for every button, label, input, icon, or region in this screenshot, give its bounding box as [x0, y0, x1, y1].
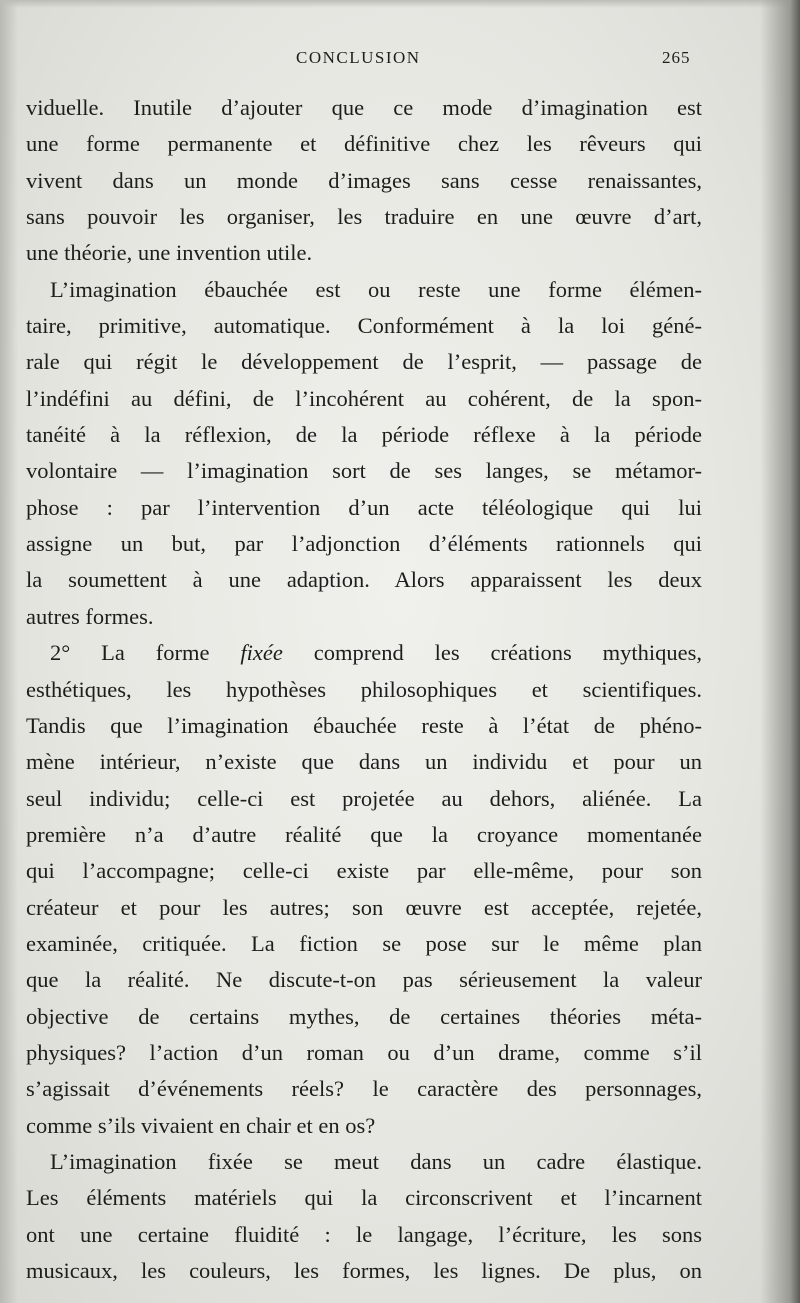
page-number: 265: [662, 48, 691, 67]
body-text: [26, 90, 702, 1289]
running-head: [0, 48, 800, 72]
paragraph-first-line: L’imagination fixée se meut dans un cadre élastique.: [50, 1148, 702, 1174]
running-title: CONCLUSION: [296, 48, 421, 67]
text-line: première n’a d’autre réalité que la croyance momentanée: [26, 821, 702, 847]
text-line: s’agissait d’événements réels? le caractère des personnages,: [26, 1076, 702, 1102]
text-line: viduelle. Inutile d’ajouter que ce mode d’imagination est: [26, 95, 702, 120]
page-top-edge: [0, 0, 800, 8]
paragraph-first-line: L’imagination ébauchée est ou reste une forme élémen-: [50, 276, 702, 302]
text-line: Les éléments matériels qui la circonscrivent et l’incarnent: [26, 1185, 702, 1211]
text-line: taire, primitive, automatique. Conformément à la loi géné-: [26, 313, 702, 339]
text-line: musicaux, les couleurs, les formes, les lignes. De plus, on: [26, 1258, 702, 1283]
text-line: objective de certains mythes, de certaines théories méta-: [26, 1003, 702, 1029]
text-line: sans pouvoir les organiser, les traduire en une œuvre d’art,: [26, 204, 702, 230]
text-line: esthétiques, les hypothèses philosophiques et scientifiques.: [26, 676, 702, 702]
text-line: vivent dans un monde d’images sans cesse renaissantes,: [26, 167, 702, 193]
text-line: rale qui régit le développement de l’esprit, — passage de: [26, 349, 702, 375]
text-line: assigne un but, par l’adjonction d’éléments rationnels qui: [26, 531, 702, 557]
text-line: examinée, critiquée. La fiction se pose sur le même plan: [26, 930, 702, 956]
text-segment: comprend les créations mythiques,: [282, 640, 702, 666]
text-line: Tandis que l’imagination ébauchée reste à l’état de phéno-: [26, 712, 702, 738]
text-segment: 2° La forme: [50, 640, 241, 666]
italic-term: fixée: [240, 640, 283, 666]
page-gutter-shadow: [760, 0, 800, 1303]
text-line: phose : par l’intervention d’un acte téléologique qui lui: [26, 494, 702, 520]
text-line: tanéité à la réflexion, de la période réflexe à la période: [26, 422, 702, 448]
paragraph-first-line: [26, 635, 702, 671]
text-line: une théorie, une invention utile.: [26, 240, 313, 266]
text-line: mène intérieur, n’existe que dans un individu et pour un: [26, 749, 702, 775]
text-line: seul individu; celle-ci est projetée au dehors, aliénée. La: [26, 785, 702, 811]
text-line: l’indéfini au défini, de l’incohérent au cohérent, de la spon-: [26, 385, 702, 411]
text-line: ont une certaine fluidité : le langage, l’écriture, les sons: [26, 1221, 702, 1247]
text-line: physiques? l’action d’un roman ou d’un drame, comme s’il: [26, 1039, 702, 1065]
page-left-shadow: [0, 0, 18, 1303]
text-line: la soumettent à une adaption. Alors apparaissent les deux: [26, 567, 702, 593]
text-line: comme s’ils vivaient en chair et en os?: [26, 1112, 376, 1138]
text-line: volontaire — l’imagination sort de ses langes, se métamor-: [26, 458, 702, 484]
text-line: une forme permanente et définitive chez les rêveurs qui: [26, 131, 702, 157]
text-line: qui l’accompagne; celle-ci existe par elle-même, pour son: [26, 858, 702, 884]
text-line: créateur et pour les autres; son œuvre est acceptée, rejetée,: [26, 894, 702, 920]
text-line: que la réalité. Ne discute-t-on pas sérieusement la valeur: [26, 967, 702, 993]
text-line: autres formes.: [26, 603, 154, 629]
